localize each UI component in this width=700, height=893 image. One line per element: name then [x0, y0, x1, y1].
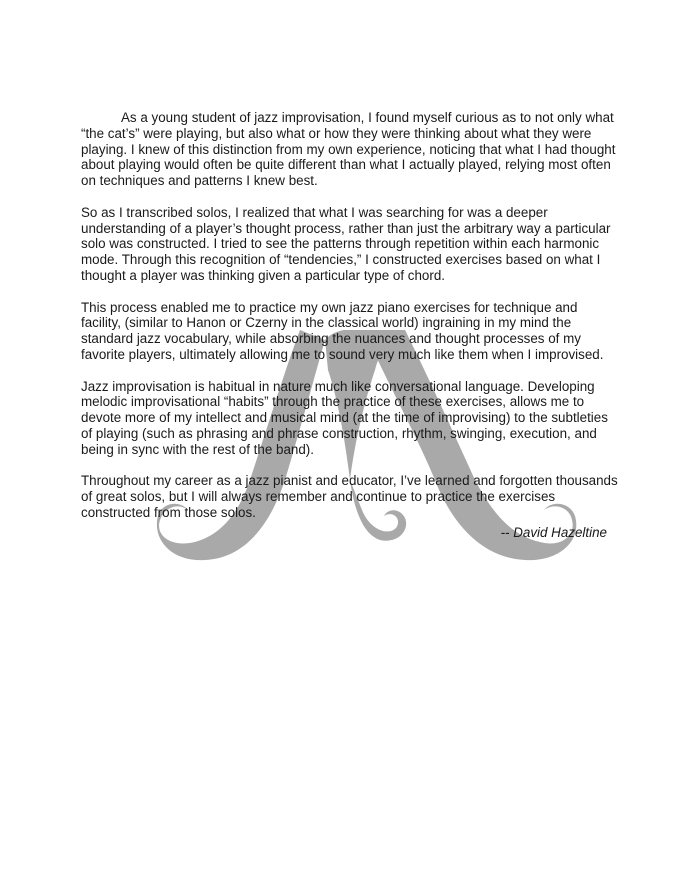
essay-body [81, 110, 621, 541]
paragraph: As a young student of jazz improvisation, I found myself curious as to not only what “the cat’s” were playing, but also what or how they were thinking about what they were playing. I knew of this distinction from my own experience, noticing that what I had thought about playing would often be quite different than what I actually played, relying most often on techniques and patterns I knew best. [81, 110, 616, 189]
author-signature: -- David Hazeltine [500, 524, 607, 540]
paragraph: Jazz improvisation is habitual in nature much like conversational language. Developing melodic improvisational “habits” through the practice of these exercises, allows me to devote more of my intellect and musical mind (at the time of improvising) to the subtleties of playing (such as phrasing and phrase construction, rhythm, swinging, execution, and being in sync with the rest of the band). [81, 378, 608, 457]
paragraph: So as I transcribed solos, I realized that what I was searching for was a deeper understanding of a player’s thought process, rather than just the arbitrary way a particular solo was constructed. I tried to see the patterns through repetition within each harmonic mode. Through this recognition of “tendencies,” I constructed exercises based on what I thought a player was thinking given a particular type of chord. [81, 204, 611, 283]
paragraph: This process enabled me to practice my own jazz piano exercises for technique and facility, (similar to Hanon or Czerny in the classical world) ingraining in my mind the standard jazz vocabulary, while absorbing the nuances and thought processes of my favorite players, ultimately allowing me to sound very much like them when I improvised. [81, 299, 604, 362]
paragraph: Throughout my career as a jazz pianist and educator, I’ve learned and forgotten thousands of great solos, but I will always remember and continue to practice the exercises constructed from those solos. [81, 473, 618, 520]
